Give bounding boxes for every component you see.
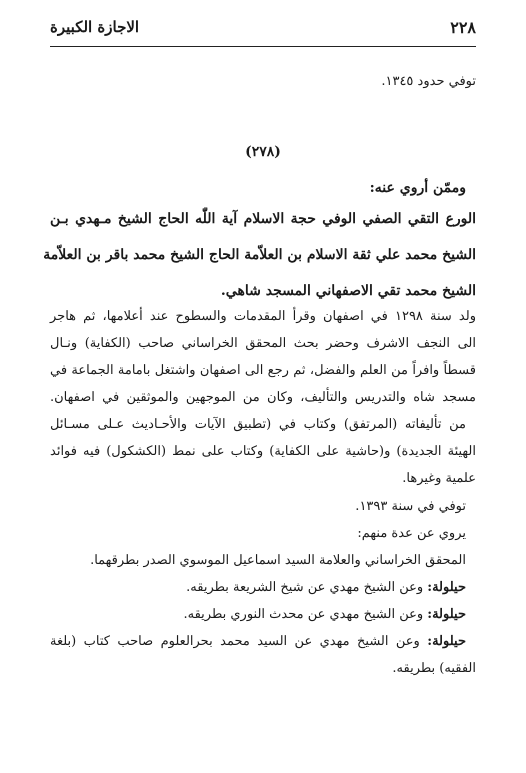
chain-line-3 <box>50 632 466 652</box>
name-line-3: الشيخ محمد تقي الاصفهاني المسجد شاهي. <box>220 283 476 299</box>
works-line-3: علمية وغيرها. <box>402 471 476 486</box>
running-title: الاجازة الكبيرة <box>50 18 140 36</box>
intro-line: وممّن أروي عنه: <box>369 180 466 196</box>
chain-text: وعن الشيخ مهدي عن السيد محمد بحرالعلوم صاحب كتاب (بلغة <box>50 634 420 649</box>
chain-line-2 <box>50 605 466 625</box>
hayloula-label: حيلولة: <box>427 634 466 649</box>
hayloula-label: حيلولة: <box>427 607 466 622</box>
narrators-line: المحقق الخراساني والعلامة السيد اسماعيل الموسوي الصدر بطرقهما. <box>90 553 466 568</box>
bio-line-4: مسجد شاه والتدريس والتأليف، وكان من الموجهين والموثقين في اصفهان. <box>50 390 476 405</box>
header-rule <box>50 46 476 47</box>
chain-tail: الفقيه) بطريقه. <box>392 661 476 676</box>
page-header <box>50 18 476 44</box>
entry-number: (٢٧٨) <box>245 144 281 160</box>
name-line-1: الورع التقي الصفي الوفي حجة الاسلام آية اللّٰه الحاج الشيخ مـهدي بـن <box>50 211 476 227</box>
narrators-intro: يروي عن عدة منهم: <box>357 526 466 541</box>
death-note-2: توفي في سنة ١٣٩٣. <box>355 499 466 514</box>
chain-text: وعن الشيخ مهدي عن محدث النوري بطريقه. <box>183 607 424 622</box>
bio-line-2: الى النجف الاشرف وحضر بحث المحقق الخراساني صاحب (الكفاية) ونـال <box>50 336 476 351</box>
bio-line-1: ولد سنة ١٢٩٨ في اصفهان وقرأ المقدمات والسطوح عند أعلامها، ثم هاجر <box>50 309 476 324</box>
bio-line-3: قسطاً وافراً من العلم والفضل، ثم رجع الى اصفهان واشتغل بامامة الجماعة في <box>50 363 476 378</box>
hayloula-label: حيلولة: <box>427 580 466 595</box>
death-note-1: توفي حدود ١٣٤٥. <box>381 74 476 89</box>
chain-text: وعن الشيخ مهدي عن شيخ الشريعة بطريقه. <box>186 580 424 595</box>
works-line-1: من تأليفاته (المرتفق) وكتاب في (تطبيق الآيات والأحـاديث عـلى مسـائل <box>50 417 466 432</box>
works-line-2: الهيئة الجديدة) و(حاشية على الكفاية) وكتاب على نمط (الكشكول) فيه فوائد <box>50 444 476 459</box>
name-line-2: الشيخ محمد علي ثقة الاسلام بن العلاّمة الحاج الشيخ محمد باقر بن العلاّمة <box>43 247 476 263</box>
chain-line-1 <box>50 578 466 598</box>
page-number: ٢٢٨ <box>450 18 476 37</box>
